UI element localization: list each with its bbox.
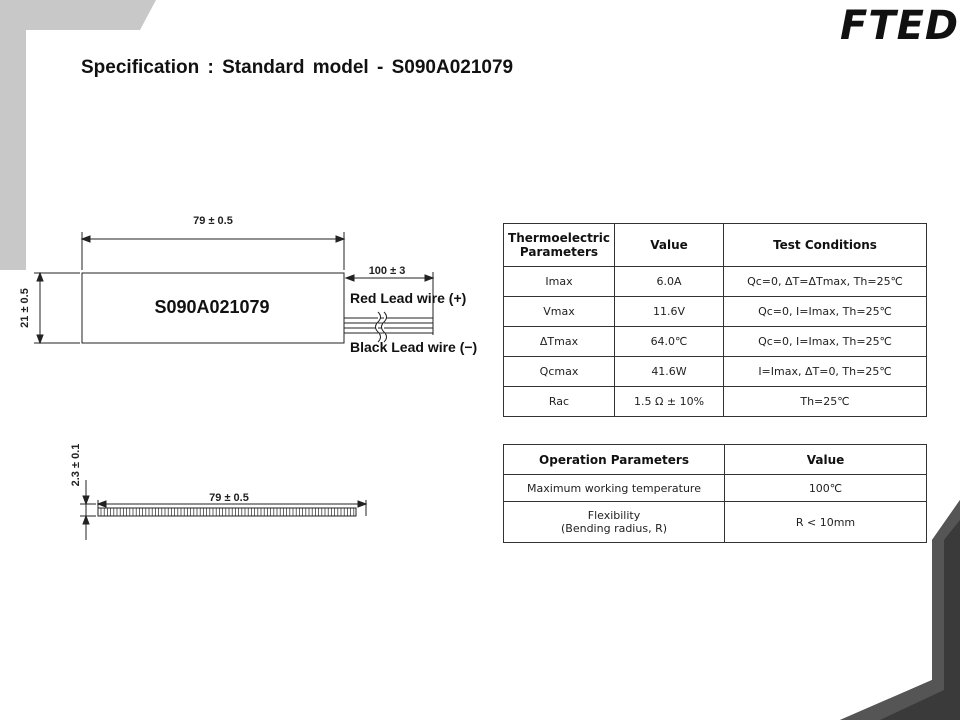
value-cell: 64.0℃: [615, 327, 724, 357]
model-label: S090A021079: [154, 297, 270, 317]
param-cell: Qcmax: [504, 357, 615, 387]
value-cell: R < 10mm: [725, 502, 927, 543]
header-parameters: [504, 224, 615, 267]
table-header-row: [504, 445, 927, 475]
table-row: [504, 297, 927, 327]
red-wire-label: Red Lead wire (+): [350, 290, 467, 306]
param-line1: Flexibility: [587, 509, 641, 522]
value-cell: 11.6V: [615, 297, 724, 327]
param-cell: Rac: [504, 387, 615, 417]
value-cell: 1.5 Ω ± 10%: [615, 387, 724, 417]
table-row: [504, 357, 927, 387]
company-logo: FTED: [840, 3, 960, 49]
module-body-side-view: [98, 508, 356, 516]
thermoelectric-parameters-table: [503, 223, 927, 417]
value-cell: 100℃: [725, 475, 927, 502]
conditions-cell: Qc=0, ΔT=ΔTmax, Th=25℃: [724, 267, 927, 297]
table-header-row: [504, 224, 927, 267]
param-cell: Imax: [504, 267, 615, 297]
module-drawing: [0, 200, 500, 550]
header-value: Value: [725, 445, 927, 475]
operation-parameters-table: [503, 444, 927, 543]
param-cell: Maximum working temperature: [504, 475, 725, 502]
side-length-dimension-label: 79 ± 0.5: [209, 492, 249, 504]
thickness-dimension-label: 2.3 ± 0.1: [70, 443, 82, 487]
conditions-cell: I=Imax, ΔT=0, Th=25℃: [724, 357, 927, 387]
header-operation-parameters: Operation Parameters: [504, 445, 725, 475]
page-title: Specification : Standard model - S090A021079: [81, 57, 514, 78]
header-parameters-line1: Thermoelectric: [508, 231, 610, 245]
width-dimension-label: 21 ± 0.5: [19, 288, 31, 328]
black-wire-label: Black Lead wire (−): [350, 339, 478, 355]
param-cell: Vmax: [504, 297, 615, 327]
conditions-cell: Qc=0, I=Imax, Th=25℃: [724, 297, 927, 327]
table-row: [504, 327, 927, 357]
table-row: [504, 502, 927, 543]
conditions-cell: Qc=0, I=Imax, Th=25℃: [724, 327, 927, 357]
value-cell: 6.0A: [615, 267, 724, 297]
table-row: [504, 387, 927, 417]
param-cell: [504, 502, 725, 543]
param-cell: ΔTmax: [504, 327, 615, 357]
header-parameters-line2: Parameters: [519, 245, 599, 259]
value-cell: 41.6W: [615, 357, 724, 387]
length-dimension-label: 79 ± 0.5: [193, 215, 233, 227]
param-line2: (Bending radius, R): [561, 522, 667, 535]
table-row: [504, 475, 927, 502]
conditions-cell: Th=25℃: [724, 387, 927, 417]
header-test-conditions: Test Conditions: [724, 224, 927, 267]
table-row: [504, 267, 927, 297]
lead-dimension-label: 100 ± 3: [368, 265, 406, 277]
header-value: Value: [615, 224, 724, 267]
